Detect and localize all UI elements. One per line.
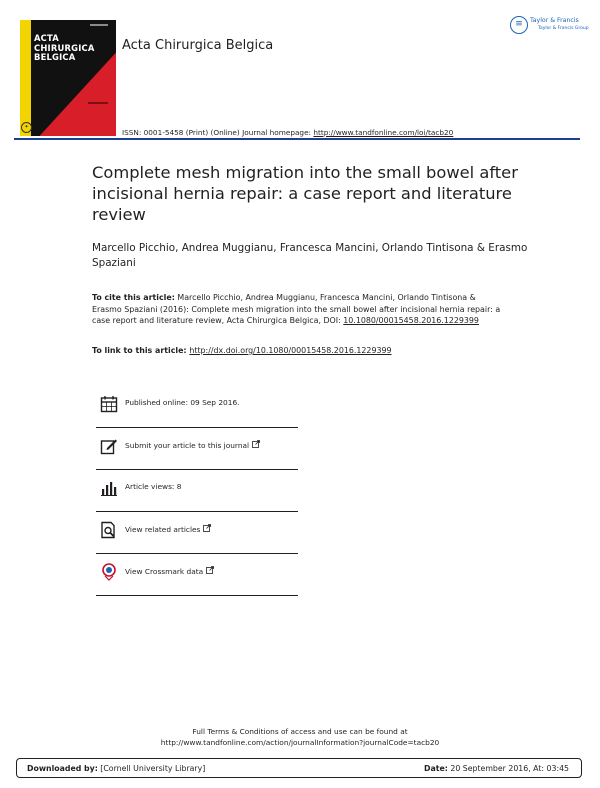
meta-article-views [96, 470, 298, 512]
downloaded-by-value: [Cornell University Library] [97, 764, 206, 773]
article-title: Complete mesh migration into the small bowel after incisional hernia repair: a case report and literature review [92, 163, 518, 224]
crossmark-link[interactable]: View Crossmark data [125, 567, 204, 576]
meta-label[interactable] [125, 440, 260, 450]
meta-label: Article views: 8 [125, 482, 182, 491]
meta-label[interactable] [125, 524, 211, 534]
search-document-icon [100, 521, 118, 539]
download-info-bar [16, 758, 582, 778]
publisher-logo-line1: Taylor & Francis [530, 17, 579, 24]
external-link-icon [203, 524, 211, 532]
publisher-logo-icon: ≡ [510, 16, 528, 34]
download-date [424, 764, 569, 773]
downloaded-by [27, 764, 205, 773]
meta-published [96, 386, 298, 428]
doi-link[interactable]: 10.1080/00015458.2016.1229399 [343, 316, 479, 325]
article-authors: Marcello Picchio, Andrea Muggianu, Francesca Mancini, Orlando Tintisona & Erasmo Spaziani [92, 242, 528, 269]
journal-name: Acta Chirurgica Belgica [122, 38, 274, 53]
bar-chart-icon [100, 479, 118, 497]
cover-title-line: ACTA [34, 33, 59, 43]
download-date-value: 20 September 2016, At: 03:45 [447, 764, 569, 773]
submit-article-link[interactable]: Submit your article to this journal [125, 441, 250, 450]
external-link-icon [252, 440, 260, 448]
issn-line [122, 128, 453, 137]
cover-title-line: CHIRURGICA [34, 42, 95, 53]
edit-icon [100, 437, 118, 455]
cover-yellow-band [20, 20, 31, 136]
article-meta-list [96, 386, 298, 596]
meta-label: Published online: 09 Sep 2016. [125, 398, 240, 407]
cite-label: To cite this article: [92, 293, 175, 302]
downloaded-by-label: Downloaded by: [27, 764, 98, 773]
terms-notice [0, 727, 600, 748]
cover-small-text [90, 24, 108, 26]
meta-related-articles[interactable] [96, 512, 298, 554]
terms-url-link[interactable]: http://www.tandfonline.com/action/journalInformation?journalCode=tacb20 [160, 737, 440, 747]
related-articles-link[interactable]: View related articles [125, 525, 201, 534]
download-date-label: Date: [424, 764, 448, 773]
issn-text: ISSN: 0001-5458 (Print) (Online) Journal homepage: [122, 128, 314, 137]
meta-crossmark[interactable] [96, 554, 298, 596]
publisher-logo[interactable] [510, 16, 589, 38]
external-link-icon [206, 566, 214, 574]
publisher-logo-line2: Taylor & Francis Group [538, 26, 589, 31]
cover-mid-text [88, 102, 108, 104]
journal-homepage-link[interactable]: http://www.tandfonline.com/loi/tacb20 [313, 128, 454, 137]
link-label: To link to this article: [92, 346, 190, 355]
meta-submit-article[interactable] [96, 428, 298, 470]
citation-block [92, 292, 502, 327]
article-url-link[interactable]: http://dx.doi.org/10.1080/00015458.2016.1229399 [189, 346, 392, 355]
header-divider [14, 138, 580, 140]
journal-cover [20, 20, 116, 136]
crossmark-icon [100, 563, 118, 581]
terms-line: Full Terms & Conditions of access and use can be found at [192, 727, 408, 736]
cite-text: Marcello Picchio, Andrea Muggianu, Francesca Mancini, Orlando Tintisona & Erasmo Spaziani (2016): Complete mesh migration into the small bowel after incisional hernia repair: a case report and literature review, Acta Chirurgica Belgica, DOI: [92, 293, 501, 325]
cover-title-line: BELGICA [34, 52, 76, 62]
cover-title [34, 34, 114, 63]
article-link-line [92, 346, 392, 355]
calendar-icon [100, 395, 118, 413]
meta-label[interactable] [125, 566, 214, 576]
publisher-seal-icon: ✦ [21, 122, 32, 133]
